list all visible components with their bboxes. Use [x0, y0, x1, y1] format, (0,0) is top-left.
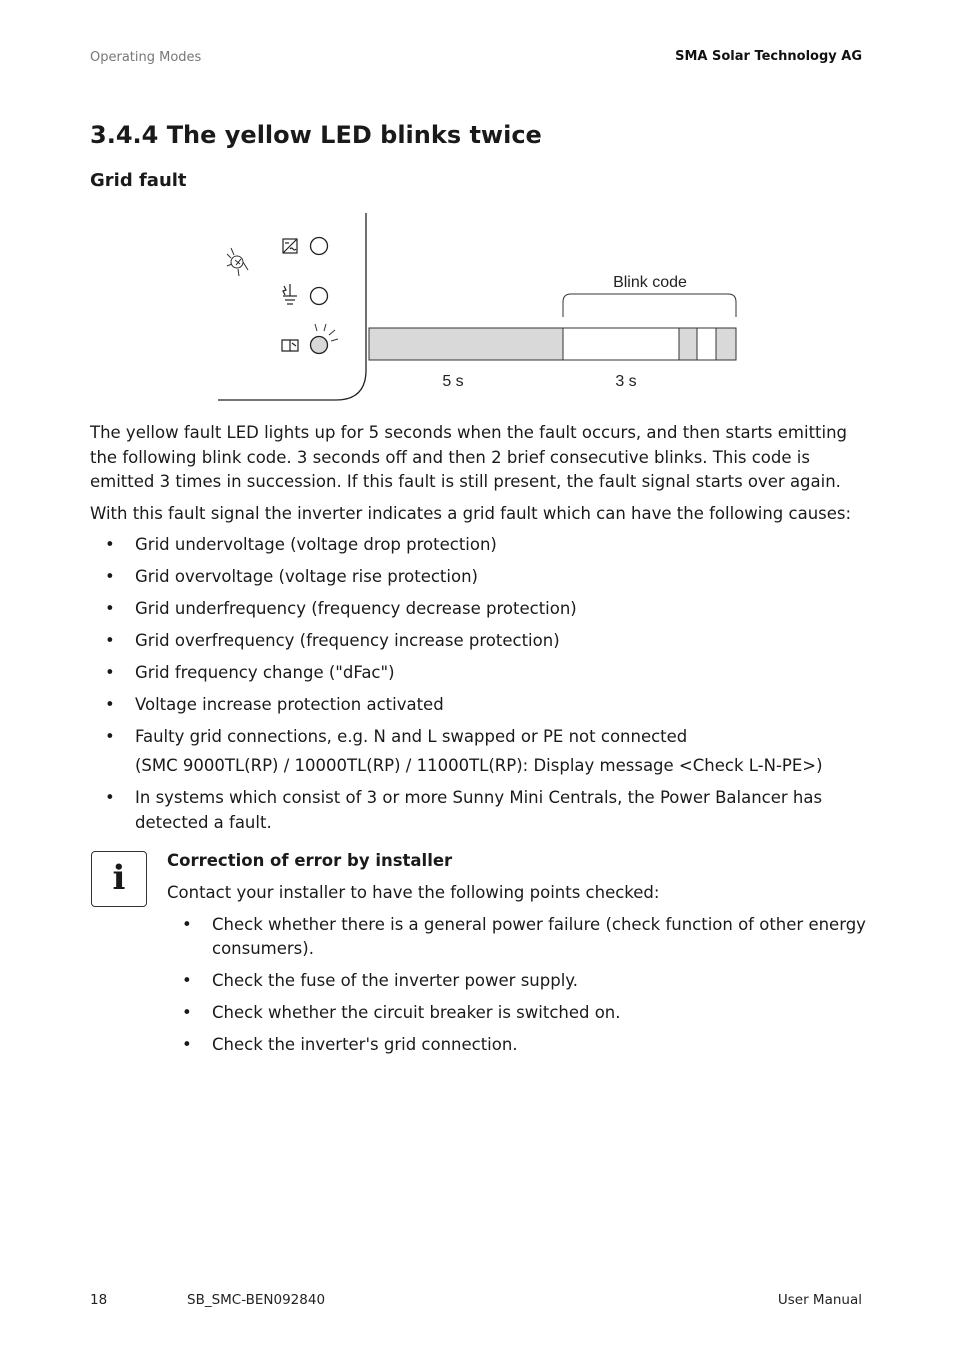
blink-code-bracket — [563, 294, 736, 317]
running-header-company: SMA Solar Technology AG — [675, 49, 862, 64]
list-item: • Grid frequency change ("dFac") — [90, 661, 870, 686]
blink-description: The yellow fault LED lights up for 5 seconds when the fault occurs, and then starts emitting the following blink code. 3 seconds off and then 2 brief consecutive blinks. This code is emitted 3 times in succession. If this fault is still present, the fault signal starts over again. — [90, 423, 848, 491]
list-item: • Check the inverter's grid connection. — [167, 1033, 867, 1058]
manual-icon — [282, 340, 298, 351]
note-intro: Contact your installer to have the following points checked: — [167, 882, 660, 902]
earth-fault-icon — [283, 284, 297, 304]
list-item-continuation: (SMC 9000TL(RP) / 10000TL(RP) / 11000TL(RP): Display message <Check L-N-PE>) — [135, 756, 823, 775]
off-3s-segment — [563, 328, 679, 360]
list-item: • Voltage increase protection activated — [90, 693, 870, 718]
green-led — [311, 238, 328, 255]
blink-1 — [679, 328, 697, 360]
inverter-panel-outline — [218, 213, 366, 400]
subsection-heading: Grid fault — [90, 170, 187, 191]
list-item: • Check whether the circuit breaker is switched on. — [167, 1001, 867, 1026]
red-led — [311, 288, 328, 305]
info-icon-letter: i — [112, 858, 126, 898]
blink-2 — [716, 328, 736, 360]
list-item: • In systems which consist of 3 or more Sunny Mini Centrals, the Power Balancer has detected a fault. — [90, 786, 870, 835]
duration-3s-label: 3 s — [615, 373, 637, 390]
installer-note — [167, 849, 867, 1065]
document-type: User Manual — [777, 1292, 862, 1308]
duration-5s-label: 5 s — [442, 373, 464, 390]
tap-icon — [227, 248, 248, 276]
list-item: • Check whether there is a general power failure (check function of other energy consumers). — [167, 913, 867, 962]
causes-list — [90, 533, 870, 843]
list-item: • Grid underfrequency (frequency decrease protection) — [90, 597, 870, 622]
section-heading: 3.4.4 The yellow LED blinks twice — [90, 121, 542, 149]
document-id: SB_SMC-BEN092840 — [187, 1292, 326, 1308]
info-icon — [91, 851, 147, 907]
list-item: • Grid overvoltage (voltage rise protection) — [90, 565, 870, 590]
causes-intro: With this fault signal the inverter indicates a grid fault which can have the following causes: — [90, 504, 852, 523]
list-item: • Faulty grid connections, e.g. N and L swapped or PE not connected — [90, 725, 870, 750]
list-item: • Grid undervoltage (voltage drop protection) — [90, 533, 870, 558]
blink-code-label: Blink code — [613, 274, 687, 291]
blink-gap — [697, 328, 716, 360]
page-number: 18 — [90, 1292, 108, 1308]
dc-ac-icon — [283, 239, 297, 253]
running-header-section: Operating Modes — [90, 50, 202, 65]
list-item: • Check the fuse of the inverter power supply. — [167, 969, 867, 994]
led-blink-diagram — [210, 210, 750, 410]
list-item: • Grid overfrequency (frequency increase protection) — [90, 629, 870, 654]
note-title: Correction of error by installer — [167, 851, 453, 870]
lit-5s-segment — [369, 328, 563, 360]
yellow-led — [311, 337, 328, 354]
